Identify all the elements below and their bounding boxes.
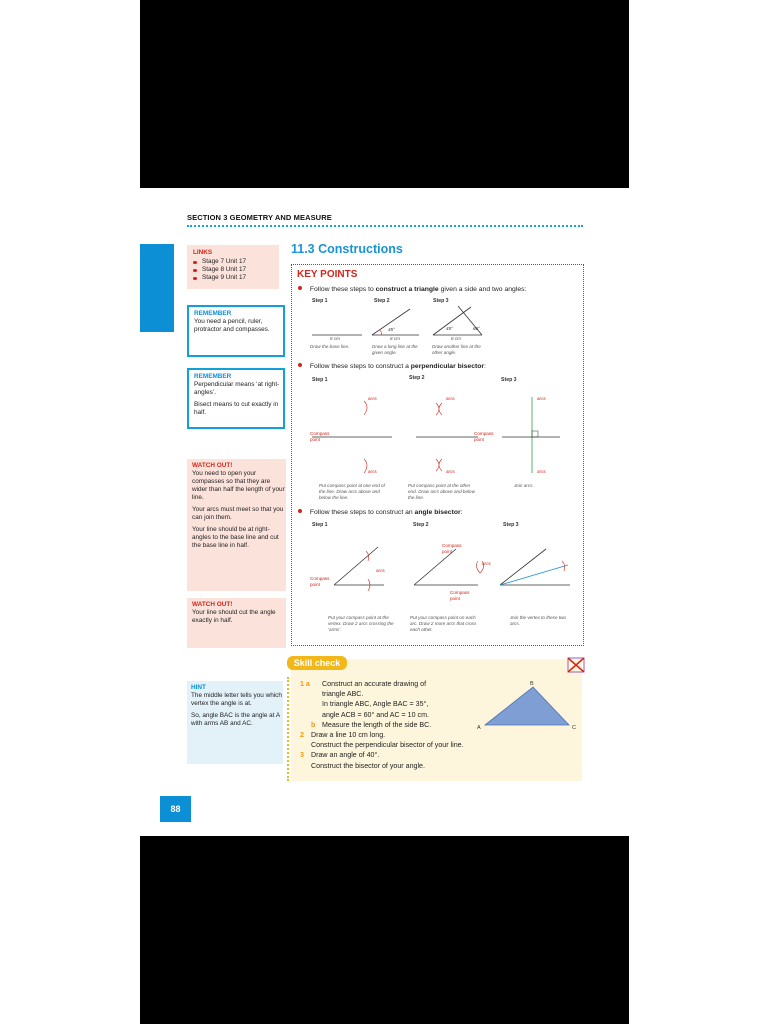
question-1a-line xyxy=(300,710,490,720)
step-label: Step 2 xyxy=(409,375,425,381)
remember-box-definitions xyxy=(187,368,285,429)
step-caption: Put compass point at one end of the line. Draw arcs above and below the line. xyxy=(319,483,385,500)
question-text: triangle ABC. xyxy=(322,690,364,699)
arcs-label: arcs xyxy=(482,561,491,566)
arcs-label: arcs xyxy=(368,469,377,474)
question-3-line xyxy=(300,750,490,760)
question-text: Measure the length of the side BC. xyxy=(322,720,432,729)
compass-point-label: Compass point xyxy=(450,590,470,601)
hint-box xyxy=(187,681,283,764)
arcs-label: arcs xyxy=(537,396,546,401)
key-point-text: Follow these steps to construct a xyxy=(309,363,411,370)
key-point-text: : xyxy=(484,363,486,370)
step-caption: Join the vertex to these two arcs. xyxy=(510,615,566,626)
watch-out-text: You need to open your compasses so that they are wider than half the length of your line. xyxy=(192,470,285,501)
key-point-text: Follow these steps to construct an xyxy=(309,509,415,516)
question-text: Construct an accurate drawing of xyxy=(322,680,427,688)
angle-label: 60° xyxy=(473,326,480,331)
remember-text: You need a pencil, ruler, protractor and compasses. xyxy=(194,318,270,333)
angle-bisector-diagram xyxy=(292,537,583,607)
step-caption: Put your compass point at the vertex. Draw 2 arcs crossing the ‘arms’. xyxy=(328,615,394,632)
arcs-label: arcs xyxy=(376,568,385,573)
compass-point-label: Compass point xyxy=(310,431,330,442)
compass-point-label: Compass point xyxy=(442,543,462,554)
triangle-abc-figure xyxy=(477,681,577,733)
question-number: 2 xyxy=(300,731,304,740)
length-label: 8 cm xyxy=(390,336,400,341)
step-label: Step 1 xyxy=(312,377,328,383)
arcs-label: arcs xyxy=(446,396,455,401)
vertex-label-a: A xyxy=(477,725,481,731)
key-point-triangle xyxy=(298,286,526,293)
key-point-text: : xyxy=(460,509,463,516)
step-caption: Draw the base line. xyxy=(310,344,350,349)
angle-label: 45° xyxy=(446,326,453,331)
length-label: 8 cm xyxy=(451,336,461,341)
question-text: Draw a line 10 cm long. xyxy=(311,731,386,740)
textbook-page xyxy=(140,188,629,836)
key-point-text: Follow these steps to xyxy=(309,286,376,293)
watch-out-heading: WATCH OUT! xyxy=(192,462,233,469)
watch-out-text: Your line should cut the angle exactly in half. xyxy=(192,609,276,624)
key-point-term: construct a triangle xyxy=(375,286,439,293)
watch-out-box-angle xyxy=(187,598,286,648)
hint-text: The middle letter tells you which vertex the angle is at. xyxy=(191,692,282,707)
compass-point-label: Compass point xyxy=(310,576,330,587)
links-item: Stage 9 Unit 17 xyxy=(193,274,279,282)
key-point-term: angle bisector xyxy=(414,509,461,516)
skill-questions xyxy=(300,679,490,771)
links-item: Stage 8 Unit 17 xyxy=(193,266,279,274)
question-1b-line xyxy=(300,720,490,730)
question-text: Draw an angle of 40°. xyxy=(311,751,380,760)
arcs-label: arcs xyxy=(446,469,455,474)
length-label: 8 cm xyxy=(330,336,340,341)
question-1a-line xyxy=(300,699,490,709)
hint-heading: HINT xyxy=(191,684,206,691)
step-label: Step 2 xyxy=(374,298,390,304)
step-caption: Draw a long line at the given angle. xyxy=(372,344,418,355)
question-number: b xyxy=(311,720,316,729)
question-text: Construct the perpendicular bisector of your line. xyxy=(311,741,464,750)
remember-text: Bisect means to cut exactly in half. xyxy=(194,401,279,416)
question-2-line xyxy=(300,740,490,750)
key-point-angle-bisector xyxy=(298,509,463,516)
links-list xyxy=(187,258,279,282)
question-3-line xyxy=(300,761,490,771)
remember-heading: REMEMBER xyxy=(194,373,232,380)
question-number: 1 a xyxy=(300,680,310,688)
watch-out-text: Your arcs must meet so that you can join them. xyxy=(192,506,284,521)
question-text: angle ACB = 60° and AC = 10 cm. xyxy=(322,710,429,719)
key-point-text: given a side and two angles: xyxy=(438,286,527,293)
question-1a-line xyxy=(300,689,490,699)
step-label: Step 2 xyxy=(413,522,429,528)
question-text: In triangle ABC, Angle BAC = 35°, xyxy=(322,700,429,709)
links-box xyxy=(187,245,279,289)
question-1a-line xyxy=(300,679,490,689)
remember-box-tools xyxy=(187,305,285,357)
section-header: SECTION 3 GEOMETRY AND MEASURE xyxy=(187,213,332,222)
watch-out-heading: WATCH OUT! xyxy=(192,601,233,608)
vertex-label-c: C xyxy=(572,725,576,731)
skill-check-label: Skill check xyxy=(287,656,347,670)
page-number: 88 xyxy=(160,796,191,822)
top-black-bar xyxy=(140,0,629,188)
angle-label: 45° xyxy=(388,327,395,332)
page-title: 11.3 Constructions xyxy=(291,242,403,256)
links-item: Stage 7 Unit 17 xyxy=(193,258,279,266)
step-caption: Put your compass point on each arc. Draw 2 more arcs that cross each other. xyxy=(410,615,477,632)
arcs-label: arcs xyxy=(368,396,377,401)
step-label: Step 3 xyxy=(503,522,519,528)
step-label: Step 1 xyxy=(312,298,328,304)
arcs-label: arcs xyxy=(537,469,546,474)
watch-out-box-compasses xyxy=(187,459,286,591)
question-2-line xyxy=(300,730,490,740)
watch-out-text: Your line should be at right-angles to the base line and cut the base line in half. xyxy=(192,526,279,549)
compass-point-label: Compass point xyxy=(474,431,494,442)
bottom-black-bar xyxy=(140,836,629,1024)
header-divider xyxy=(187,225,583,227)
step-caption: Draw another line at the other angle. xyxy=(432,344,481,355)
step-label: Step 3 xyxy=(433,298,449,304)
step-caption: Join arcs. xyxy=(514,483,534,488)
side-tab xyxy=(140,244,174,332)
links-heading: LINKS xyxy=(193,249,213,256)
key-point-term: perpendicular bisector xyxy=(410,363,485,370)
key-points-box xyxy=(291,264,584,646)
remember-heading: REMEMBER xyxy=(194,310,232,317)
key-points-heading: KEY POINTS xyxy=(297,269,358,280)
key-point-perpendicular xyxy=(298,363,486,370)
remember-text: Perpendicular means ‘at right-angles’. xyxy=(194,381,280,396)
step-label: Step 3 xyxy=(501,377,517,383)
vertex-label-b: B xyxy=(530,681,534,687)
question-number: 3 xyxy=(300,751,304,760)
hint-text: So, angle BAC is the angle at A with arms AB and AC. xyxy=(191,712,280,727)
skill-check-rule xyxy=(287,677,289,781)
skill-check-box xyxy=(291,659,582,781)
skill-check-icon[interactable] xyxy=(567,657,585,673)
question-text: Construct the bisector of your angle. xyxy=(311,761,425,770)
step-label: Step 1 xyxy=(312,522,328,528)
step-caption: Put compass point at the other end. Draw arcs above and below the line. xyxy=(408,483,475,500)
